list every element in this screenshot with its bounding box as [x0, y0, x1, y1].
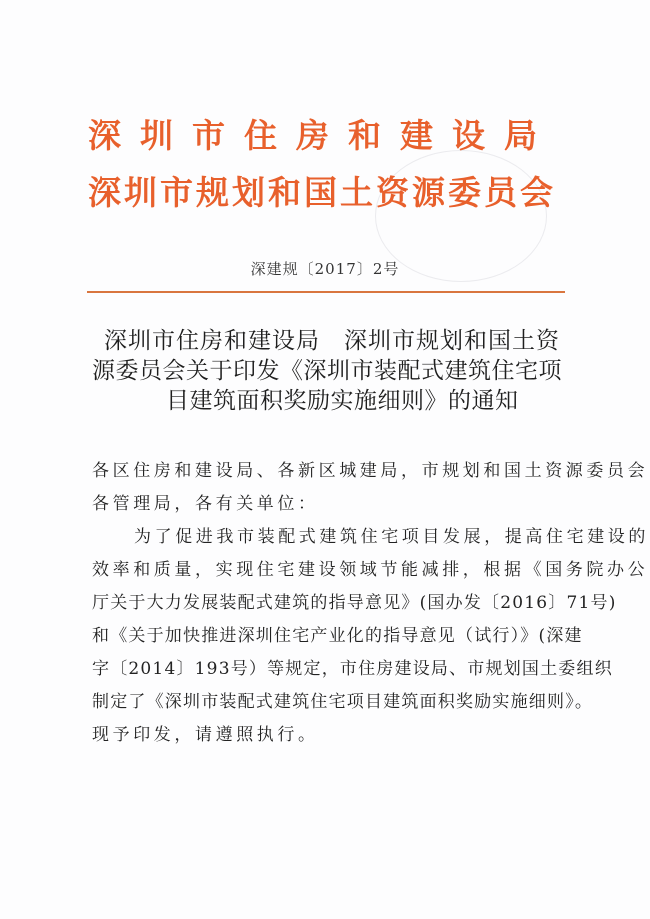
title-line: 目建筑面积奖励实施细则》的通知: [166, 388, 519, 414]
addressee-line: 各管理局，各有关单位：: [92, 494, 319, 514]
title-line: 深圳市住房和建设局 深圳市规划和国土资: [104, 328, 560, 354]
paragraph-line: 和《关于加快推进深圳住宅产业化的指导意见（试行）》(深建: [92, 626, 583, 646]
paragraph-line: 为了促进我市装配式建筑住宅项目发展，提高住宅建设的: [134, 527, 649, 547]
paragraph-line: 制定了《深圳市装配式建筑住宅项目建筑面积奖励实施细则》。: [92, 692, 594, 712]
title-line: 源委员会关于印发《深圳市装配式建筑住宅项: [92, 358, 562, 384]
paragraph-line: 现予印发，请遵照执行。: [92, 725, 319, 745]
paragraph-line: 效率和质量，实现住宅建设领域节能减排，根据《国务院办公: [92, 560, 649, 580]
document-title: [80, 326, 580, 416]
document-body: [92, 455, 649, 752]
red-divider-rule: [87, 291, 565, 293]
issuer-header-planning-committee: 深圳市规划和国土资源委员会: [88, 173, 556, 212]
addressee-line: 各区住房和建设局、各新区城建局，市规划和国土资源委员会: [92, 461, 649, 481]
issuer-header-housing-bureau: 深圳市住房和建设局: [88, 116, 556, 155]
paragraph-line: 厅关于大力发展装配式建筑的指导意见》(国办发〔2016〕71号): [92, 593, 617, 613]
paragraph-line: 字〔2014〕193号）等规定，市住房建设局、市规划国土委组织: [92, 659, 613, 679]
document-number: 深建规〔2017〕2号: [250, 260, 400, 278]
